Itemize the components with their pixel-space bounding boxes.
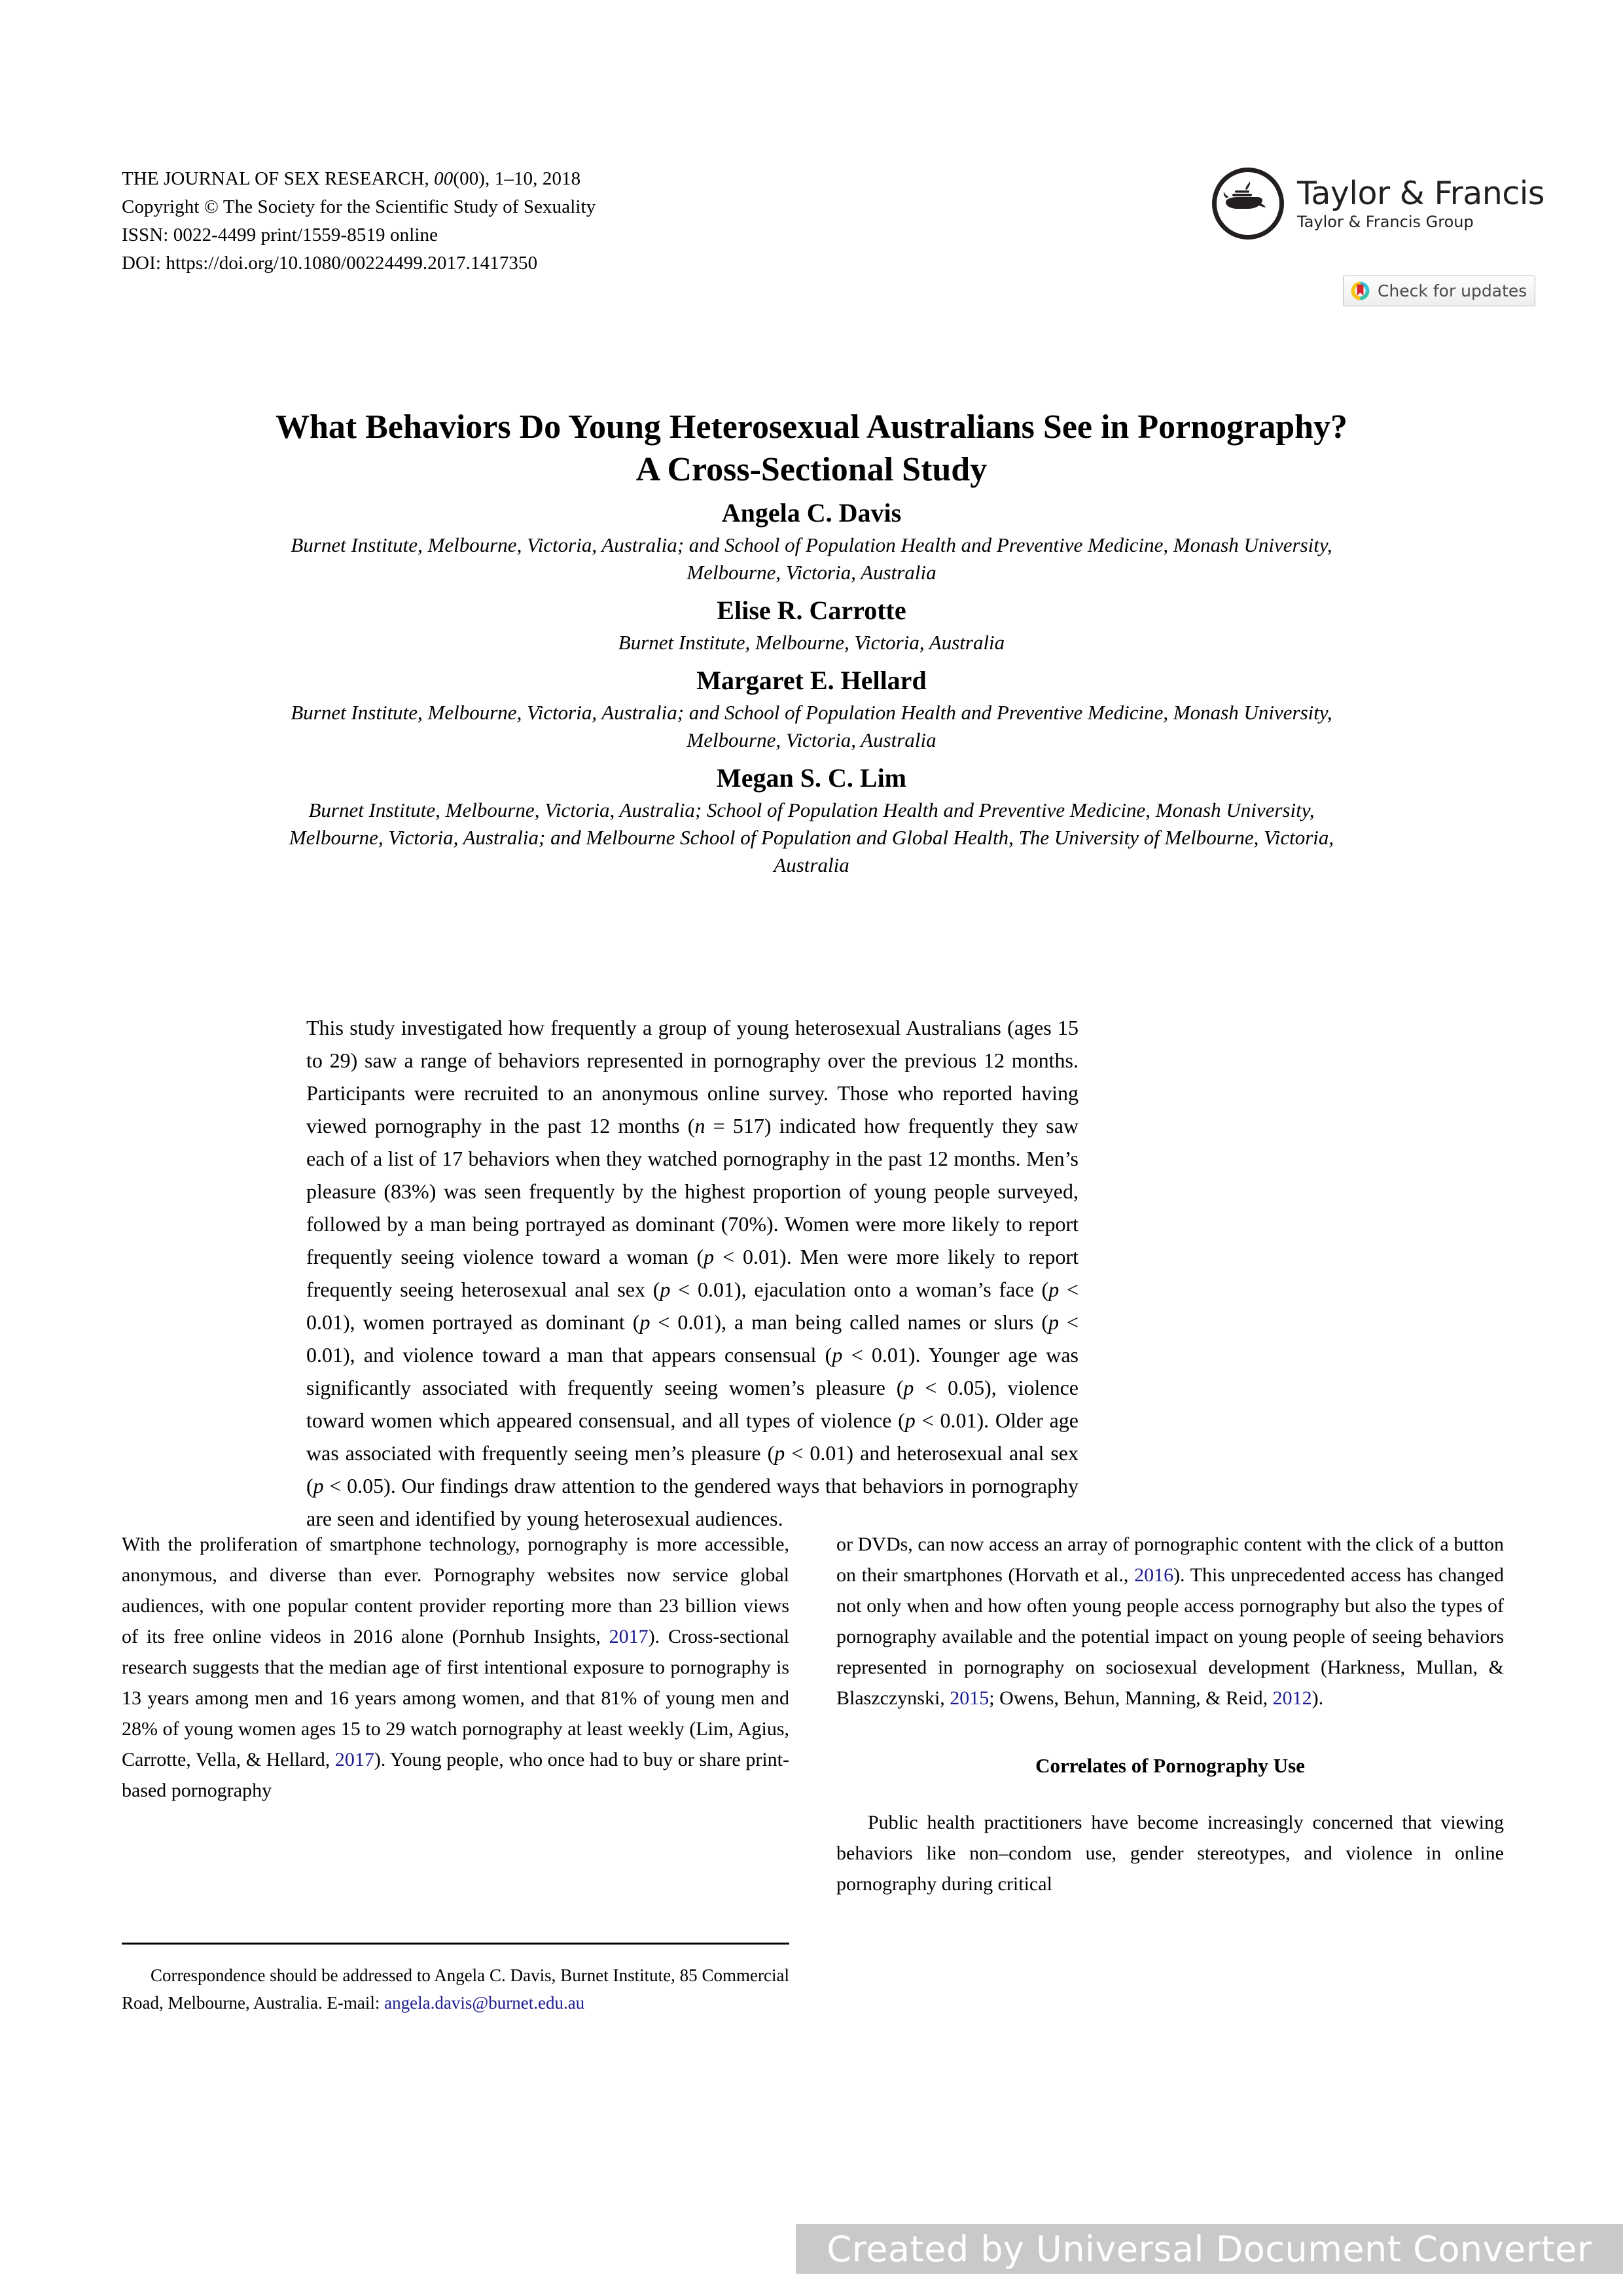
citation-link[interactable]: 2017 xyxy=(334,1749,374,1770)
correlates-paragraph: Public health practitioners have become increasingly concerned that viewing behaviors like non–condom use, gender stereotypes, and violence in online pornography during critical xyxy=(836,1812,1504,1895)
citation-link[interactable]: 2016 xyxy=(1134,1564,1174,1586)
publisher-name: Taylor & Francis xyxy=(1297,175,1544,212)
footnote-text xyxy=(122,1962,789,2017)
footnote-body: Correspondence should be addressed to Angela C. Davis, Burnet Institute, 85 Commercial Road, Melbourne, Australia. E-mail: xyxy=(122,1965,789,2013)
p-value-symbol: p xyxy=(313,1474,324,1498)
citation-link[interactable]: 2015 xyxy=(950,1687,990,1709)
check-for-updates-badge[interactable] xyxy=(1343,276,1535,306)
doi-line[interactable]: DOI: https://doi.org/10.1080/00224499.2017.1417350 xyxy=(122,253,538,274)
watermark-banner xyxy=(796,2224,1623,2274)
paragraph-text: ). Young people, who once had to buy or share print-based pornography xyxy=(122,1749,789,1801)
abstract-text: < 0.01) and heterosexual anal sex ( xyxy=(306,1441,1079,1498)
copyright-line: Copyright © The Society for the Scientific Study of Sexuality xyxy=(122,196,596,217)
author-list xyxy=(249,495,1374,886)
taylor-francis-wordmark xyxy=(1297,177,1544,230)
p-value-symbol: p xyxy=(1048,1278,1060,1301)
abstract-text: This study investigated how frequently a group of young heterosexual Australians (ages 15 to 29) saw a range of behaviors represented in pornography over the previous 12 months. Participants were recruited to an anonymous online survey. Those who reported having viewed pornography in the past 12 months ( xyxy=(306,1016,1079,1138)
issue-pages-year: (00), 1–10, 2018 xyxy=(453,168,581,189)
author-name: Angela C. Davis xyxy=(721,498,902,528)
abstract-text: < 0.05), violence toward women which appeared consensual, and all types of violence ( xyxy=(306,1376,1079,1432)
taylor-francis-logo xyxy=(1212,168,1544,240)
author-entry xyxy=(249,663,1374,754)
p-value-symbol: p xyxy=(704,1245,715,1268)
journal-citation-line xyxy=(122,165,894,193)
abstract-text: < 0.05). Our findings draw attention to the gendered ways that behaviors in pornography are seen and identified by young heterosexual audiences. xyxy=(306,1474,1079,1530)
paragraph-text: ). This unprecedented access has changed not only when and how often young people access pornography but also the types of pornography available and the potential impact on young people of seeing behaviors represented in pornography on sociosexual development (Harkness, Mullan, & Blaszczynski, xyxy=(836,1564,1504,1709)
author-name: Margaret E. Hellard xyxy=(696,666,927,695)
author-name: Megan S. C. Lim xyxy=(717,763,906,793)
intro-paragraph xyxy=(122,1529,789,1806)
citation-link[interactable]: 2012 xyxy=(1272,1687,1312,1709)
paragraph-text: ). Cross-sectional research suggests that the median age of first intentional exposure to pornography is 13 years among men and 16 years among women, and that 81% of young men and 28% of young women ages 15 to 29 watch pornography at least weekly (Lim, Agius, Carrotte, Vella, & Hellard, xyxy=(122,1626,789,1770)
publisher-group: Taylor & Francis Group xyxy=(1297,213,1474,231)
email-link[interactable]: angela.davis@burnet.edu.au xyxy=(384,1993,585,2013)
p-value-symbol: p xyxy=(774,1441,785,1465)
body-column-right xyxy=(836,1529,1504,1899)
p-value-symbol: p xyxy=(904,1408,916,1432)
author-affiliation: Burnet Institute, Melbourne, Victoria, Australia xyxy=(618,631,1005,654)
paragraph-text: ; Owens, Behun, Manning, & Reid, xyxy=(989,1687,1273,1709)
crossmark-icon xyxy=(1349,280,1371,302)
paragraph-text: ). xyxy=(1311,1687,1324,1709)
p-value-symbol: p xyxy=(639,1310,651,1334)
abstract-text: < 0.01). Older age was associated with frequently seeing men’s pleasure ( xyxy=(306,1408,1079,1465)
article-title: What Behaviors Do Young Heterosexual Australians See in Pornography? A Cross-Sectional Study xyxy=(275,408,1348,488)
citation-link[interactable]: 2017 xyxy=(609,1626,649,1647)
correspondence-footnote xyxy=(122,1943,789,2017)
author-entry xyxy=(249,495,1374,586)
abstract-text: < 0.01), a man being called names or slurs ( xyxy=(650,1310,1048,1334)
author-affiliation: Burnet Institute, Melbourne, Victoria, Australia; School of Population Health and Preventive Medicine, Monash University, Melbourne, Victoria, Australia; and Melbourne School of Population and Global Health, The University of Melbourne, Victoria, Australia xyxy=(289,798,1334,876)
section-heading-correlates: Correlates of Pornography Use xyxy=(1035,1754,1305,1777)
abstract-text: < 0.01), ejaculation onto a woman’s face ( xyxy=(670,1278,1049,1301)
abstract-text: = 517) indicated how frequently they saw each of a list of 17 behaviors when they watched pornography in the past 12 months. Men’s pleasure (83%) was seen frequently by the highest proportion of young people surveyed, followed by a man being portrayed as dominant (70%). Women were more likely to report frequently seeing violence toward a woman ( xyxy=(306,1114,1079,1268)
volume-number: 00 xyxy=(434,168,454,189)
issn-line: ISSN: 0022-4499 print/1559-8519 online xyxy=(122,224,438,245)
abstract-text: < 0.01). Younger age was significantly associated with frequently seeing women’s pleasure ( xyxy=(306,1343,1079,1399)
author-entry xyxy=(249,761,1374,879)
paragraph-text: With the proliferation of smartphone technology, pornography is more accessible, anonymous, and diverse than ever. Pornography websites now service global audiences, with one popular content provider reporting more than 23 billion views of its free online videos in 2016 alone (Pornhub Insights, xyxy=(122,1534,789,1647)
p-value-symbol: p xyxy=(903,1376,914,1399)
body-column-left xyxy=(122,1529,789,1806)
journal-masthead xyxy=(122,165,894,278)
author-affiliation: Burnet Institute, Melbourne, Victoria, Australia; and School of Population Health and Preventive Medicine, Monash University, Melbourne, Victoria, Australia xyxy=(291,533,1332,584)
p-value-symbol: p xyxy=(660,1278,671,1301)
check-for-updates-label: Check for updates xyxy=(1378,281,1527,300)
footnote-divider xyxy=(122,1943,789,1945)
abstract-text: < 0.01), women portrayed as dominant ( xyxy=(306,1278,1079,1334)
oil-lamp-icon xyxy=(1212,168,1284,240)
author-entry xyxy=(249,593,1374,656)
abstract xyxy=(306,1011,1079,1535)
sample-size-symbol: n xyxy=(694,1114,705,1138)
p-value-symbol: p xyxy=(1048,1310,1059,1334)
abstract-text: < 0.01). Men were more likely to report frequently seeing heterosexual anal sex ( xyxy=(306,1245,1079,1301)
p-value-symbol: p xyxy=(832,1343,843,1367)
abstract-text: < 0.01), and violence toward a man that appears consensual ( xyxy=(306,1310,1079,1367)
author-name: Elise R. Carrotte xyxy=(717,596,906,625)
journal-name: THE JOURNAL OF SEX RESEARCH, xyxy=(122,168,435,189)
paragraph-text: or DVDs, can now access an array of pornographic content with the click of a button on their smartphones (Horvath et al., xyxy=(836,1534,1504,1586)
intro-paragraph-continued xyxy=(836,1529,1504,1713)
author-affiliation: Burnet Institute, Melbourne, Victoria, Australia; and School of Population Health and Preventive Medicine, Monash University, Melbourne, Victoria, Australia xyxy=(291,701,1332,751)
watermark-text: Created by Universal Document Converter xyxy=(827,2228,1592,2270)
